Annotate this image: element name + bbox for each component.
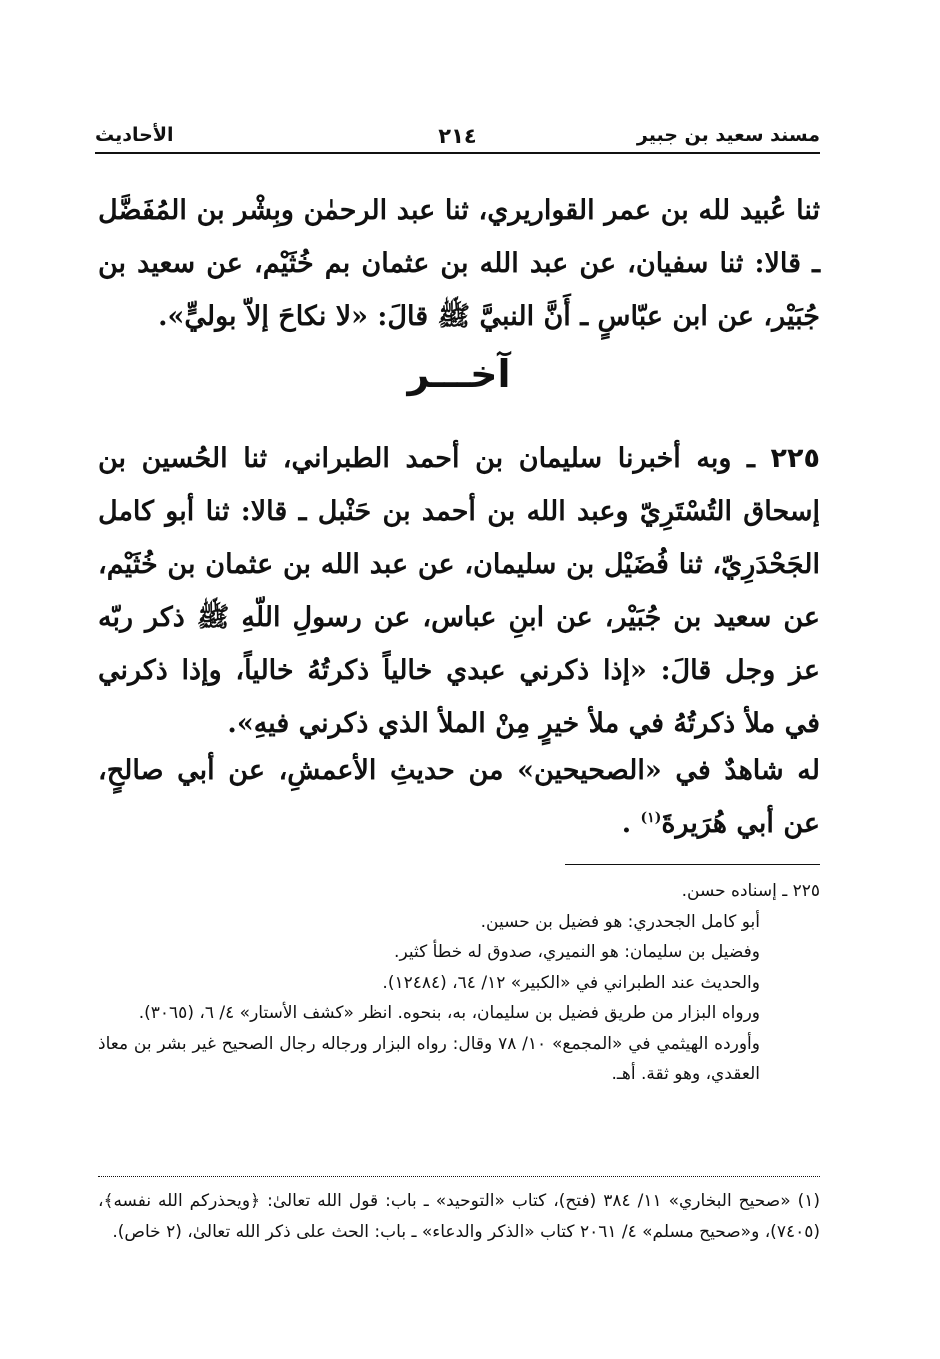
hadith-number: ٢٢٥ — [770, 443, 820, 474]
hadith-paragraph-3 — [98, 744, 820, 850]
commentary-line: وأورده الهيثمي في «المجمع» ١٠/ ٧٨ وقال: رواه البزار ورجاله رجال الصحيح غير بشر بن معاذ العقدي، وهو ثقة. أهـ. — [98, 1033, 760, 1084]
hadith-text: ـ وبه أخبرنا سليمان بن أحمد الطبراني، ثنا الحُسين بن إسحاق التُسْتَرِيّ وعبد الله بن أحمد بن حَنْبل ـ قالا: ثنا أبو كامل الجَحْدَرِيّ، ثنا فُضَيْل بن سليمان، عن عبد الله بن عثمان بن خُثَيْم، عن سعيد بن جُبَيْر، عن ابنِ عباس، عن رسولِ اللّهِ ﷺ ذكر ربّه عز وجل قالَ: «إذا ذكرني عبدي خالياً ذكرتُهُ خالياً، وإذا ذكرني في ملأ ذكرتُهُ في ملأ خيرٍ مِنْ الملأ الذي ذكرني فيهِ». — [98, 443, 820, 739]
commentary-line: وفضيل بن سليمان: هو النميري، صدوق له خطأ كثير. — [394, 942, 760, 962]
footnote-separator — [98, 1176, 820, 1177]
footnote-reference[interactable]: (١) — [640, 810, 662, 826]
witness-text: له شاهدٌ في «الصحيحين» من حديثِ الأعمشِ، عن أبي صالحٍ، عن أبي هُرَيرةَ — [98, 755, 820, 839]
running-header — [95, 118, 820, 154]
hadith-paragraph-1: ثنا عُبيد لله بن عمر القواريري، ثنا عبد الرحمٰن وبِشْر بن المُفَضَّل ـ قالا: ثنا سفيان، عن عبد الله بن عثمان بم خُثَيْم، عن سعيد بن جُبَيْر، عن ابن عبّاسٍ ـ أَنَّ النبيَّ ﷺ قالَ: «لا نكاحَ إلاّ بوليٍّ». — [98, 195, 820, 332]
footnote: (١) «صحيح البخاري» ١١/ ٣٨٤ (فتح)، كتاب «التوحيد» ـ باب: قول الله تعالىٰ: ﴿ويحذركم الله نفسه﴾، (٧٤٠٥)، و«صحيح مسلم» ٤/ ٢٠٦١ كتاب «الذكر والدعاء» ـ باب: الحث على ذكر الله تعالىٰ، (٢ خاص). — [98, 1191, 820, 1242]
page-number: ٢١٤ — [438, 124, 477, 148]
commentary-line: والحديث عند الطبراني في «الكبير» ١٢/ ٦٤، (١٢٤٨٤). — [382, 972, 760, 993]
witness-text-end: . — [621, 808, 641, 839]
section-heading: آخـــر — [407, 352, 511, 396]
commentary-notes — [98, 876, 820, 1090]
hadith-paragraph-2 — [98, 432, 820, 750]
commentary-line: أبو كامل الجحدري: هو فضيل بن حسين. — [480, 911, 760, 932]
commentary-line: ٢٢٥ ـ إسناده حسن. — [681, 881, 820, 901]
commentary-line: ورواه البزار من طريق فضيل بن سليمان، به، بنحوه. انظر «كشف الأستار» ٤/ ٦، (٣٠٦٥). — [138, 1003, 760, 1023]
section-title: الأحاديث — [95, 124, 174, 146]
book-title: مسند سعيد بن جبير — [636, 124, 820, 146]
commentary-separator — [565, 864, 820, 865]
header-rule — [95, 152, 820, 154]
